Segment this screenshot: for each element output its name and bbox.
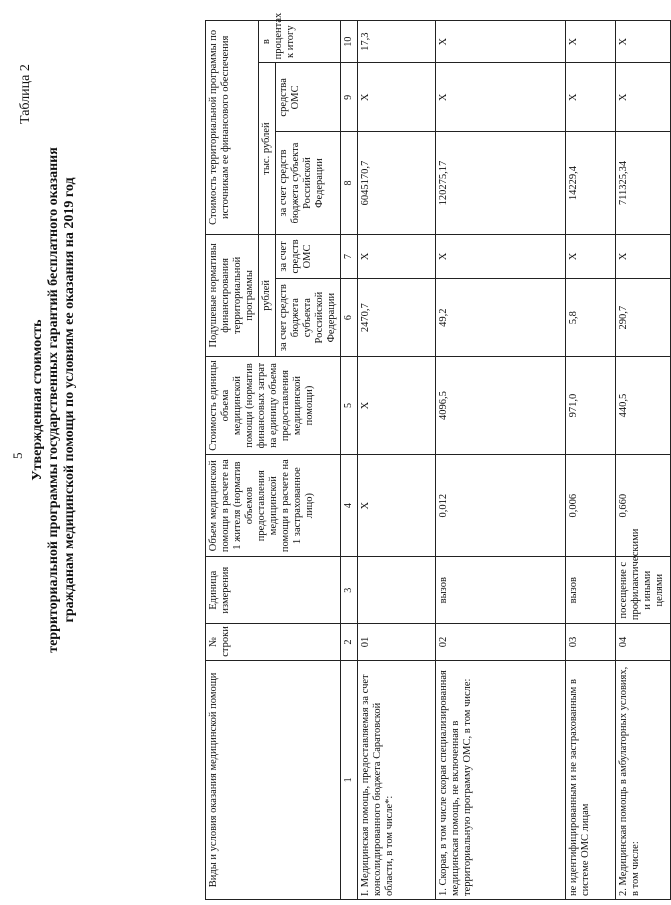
- row-norm-budget: 290,7: [616, 279, 671, 357]
- header-norm-budget: за счет средств бюджета субъекта Российской Федерации: [276, 279, 341, 357]
- row-line: 04: [616, 624, 671, 661]
- header-volume: Объем медицинской помощи в расчете на 1 жителя (норматив объемов предоставления медицинской помощи в расчете на 1 застрахованное лицо): [206, 454, 341, 556]
- table-row: [436, 21, 566, 900]
- row-percent: 17,3: [358, 21, 436, 63]
- row-cost-oms: X: [616, 63, 671, 132]
- cost-table: [205, 12, 671, 900]
- row-norm-oms: X: [616, 234, 671, 279]
- header-percent: в процентах к итогу: [259, 21, 341, 63]
- row-volume: 0,006: [566, 454, 616, 556]
- row-percent: X: [616, 21, 671, 63]
- header-cost-budget: за счет средств бюджета субъекта Российской Федерации: [276, 132, 341, 234]
- row-volume: X: [358, 454, 436, 556]
- row-cost: X: [358, 357, 436, 455]
- table-row: [566, 21, 616, 900]
- row-volume: 0,012: [436, 454, 566, 556]
- row-norm-budget: 2470,7: [358, 279, 436, 357]
- header-thousand-rubles: тыс. рублей: [259, 63, 276, 234]
- header-program-cost-group: Стоимость территориальной программы по источникам ее финансового обеспечения: [206, 21, 259, 235]
- row-line: 03: [566, 624, 616, 661]
- column-number: 9: [341, 63, 358, 132]
- row-norm-oms: X: [358, 234, 436, 279]
- column-number: 3: [341, 557, 358, 624]
- header-line-no: № строки: [206, 624, 341, 661]
- column-number: 10: [341, 21, 358, 63]
- column-number: 7: [341, 234, 358, 279]
- row-cost-oms: X: [566, 63, 616, 132]
- page-number: 5: [10, 452, 25, 459]
- column-number: 5: [341, 357, 358, 455]
- header-norm-oms: за счет средств ОМС: [276, 234, 341, 279]
- row-name: 1. Скорая, в том числе скорая специализированная медицинская помощь, не включенная в территориальную программу ОМС, в том числе:: [436, 660, 566, 899]
- row-cost: 971,0: [566, 357, 616, 455]
- table-label: Таблица 2: [18, 64, 33, 124]
- header-kinds: Виды и условия оказания медицинской помощи: [206, 660, 341, 899]
- row-cost-budget: 14229,4: [566, 132, 616, 234]
- row-line: 02: [436, 624, 566, 661]
- table-row: [358, 21, 436, 900]
- title-line-3: гражданам медицинской помощи по условиям ее оказания на 2019 год: [62, 177, 77, 623]
- header-unit-cost: Стоимость единицы объема медицинской помощи (норматив финансовых затрат на единицу объема предоставления медицинской помощи): [206, 357, 341, 455]
- header-per-capita-group: Подушевые нормативы финансирования территориальной программы: [206, 234, 259, 356]
- row-cost: 440,5: [616, 357, 671, 455]
- column-number: 2: [341, 624, 358, 661]
- column-number: 1: [341, 660, 358, 899]
- row-unit: посещение с профилактическими и иными целями: [616, 557, 671, 624]
- column-number-row: [341, 21, 358, 900]
- row-cost: 4096,5: [436, 357, 566, 455]
- row-unit: [358, 557, 436, 624]
- row-cost-budget: 6045170,7: [358, 132, 436, 234]
- header-row-1: [206, 21, 259, 900]
- column-number: 6: [341, 279, 358, 357]
- row-volume: 0,660: [616, 454, 671, 556]
- column-number: 8: [341, 132, 358, 234]
- row-norm-budget: 5,8: [566, 279, 616, 357]
- table-row: [616, 21, 671, 900]
- row-line: 01: [358, 624, 436, 661]
- row-name: 2. Медицинская помощь в амбулаторных условиях, в том числе:: [616, 660, 671, 899]
- row-unit: вызов: [566, 557, 616, 624]
- row-norm-oms: X: [566, 234, 616, 279]
- row-cost-oms: X: [358, 63, 436, 132]
- row-name: I. Медицинская помощь, предоставляемая за счет консолидированного бюджета Саратовской области, в том числе*:: [358, 660, 436, 899]
- document-title: [30, 55, 78, 745]
- row-percent: X: [566, 21, 616, 63]
- header-rubles: рублей: [259, 234, 276, 356]
- title-line-2: территориальной программы государственных гарантий бесплатного оказания: [46, 147, 61, 653]
- row-name: не идентифицированным и не застрахованным в системе ОМС лицам: [566, 660, 616, 899]
- header-unit: Единица измерения: [206, 557, 341, 624]
- header-cost-oms: средства ОМС: [276, 63, 341, 132]
- row-percent: X: [436, 21, 566, 63]
- row-cost-oms: X: [436, 63, 566, 132]
- row-norm-oms: X: [436, 234, 566, 279]
- column-number: 4: [341, 454, 358, 556]
- row-norm-budget: 49,2: [436, 279, 566, 357]
- row-cost-budget: 120275,17: [436, 132, 566, 234]
- row-cost-budget: 711325,34: [616, 132, 671, 234]
- row-unit: вызов: [436, 557, 566, 624]
- title-line-1: Утвержденная стоимость: [30, 319, 45, 481]
